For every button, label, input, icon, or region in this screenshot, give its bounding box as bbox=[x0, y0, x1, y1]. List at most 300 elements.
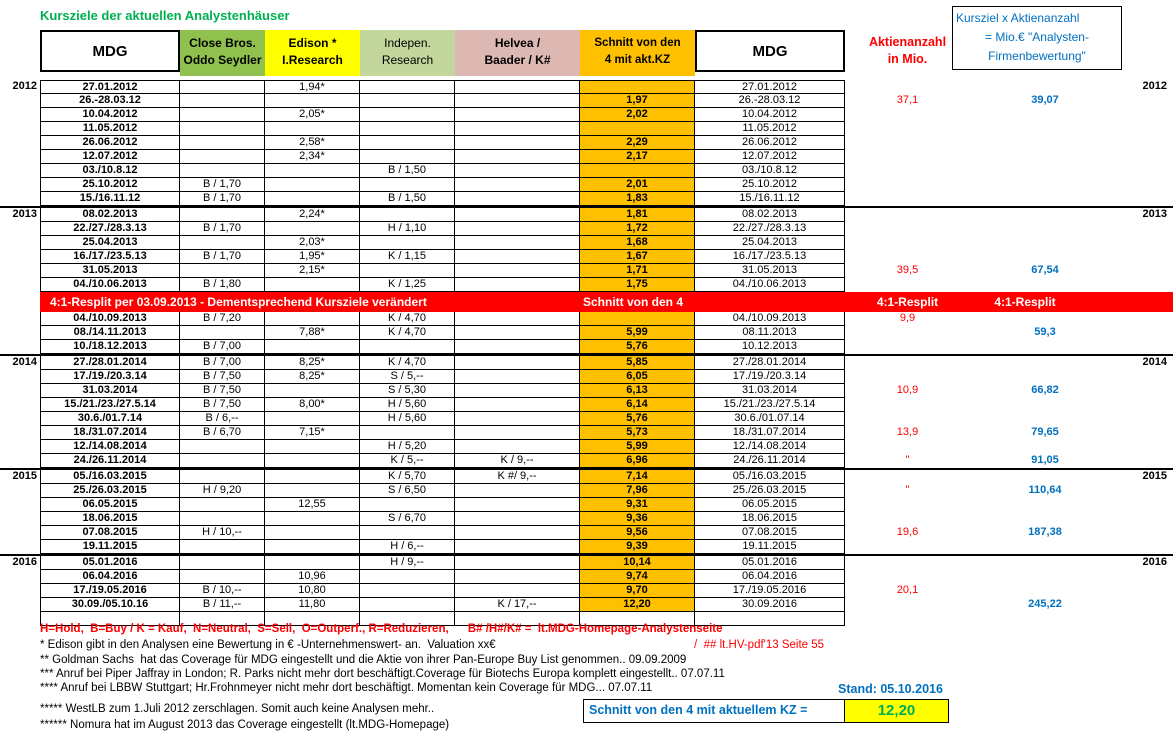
close-bros-cell[interactable]: B / 7,50 bbox=[180, 370, 265, 384]
edison-cell[interactable] bbox=[265, 94, 360, 108]
close-bros-cell[interactable] bbox=[180, 136, 265, 150]
aktienanzahl-cell[interactable] bbox=[845, 412, 970, 426]
date-right-cell[interactable]: 08.11.2013 bbox=[695, 326, 845, 340]
indepen-cell[interactable]: S / 5,-- bbox=[360, 370, 455, 384]
close-bros-cell[interactable] bbox=[180, 498, 265, 512]
edison-cell[interactable] bbox=[265, 526, 360, 540]
schnitt-cell[interactable] bbox=[580, 312, 695, 326]
indepen-cell[interactable] bbox=[360, 598, 455, 612]
helvea-cell[interactable] bbox=[455, 526, 580, 540]
date-cell[interactable]: 06.05.2015 bbox=[40, 498, 180, 512]
indepen-cell[interactable]: K / 1,15 bbox=[360, 250, 455, 264]
close-bros-cell[interactable] bbox=[180, 454, 265, 468]
date-cell[interactable]: 03./10.8.12 bbox=[40, 164, 180, 178]
edison-cell[interactable] bbox=[265, 192, 360, 206]
helvea-cell[interactable] bbox=[455, 208, 580, 222]
bewertung-cell[interactable]: 67,54 bbox=[1031, 264, 1059, 276]
bewertung-cell[interactable] bbox=[970, 540, 1120, 554]
bewertung-cell[interactable] bbox=[970, 556, 1120, 570]
date-right-cell[interactable]: 24./26.11.2014 bbox=[695, 454, 845, 468]
aktienanzahl-cell[interactable] bbox=[845, 340, 970, 354]
edison-cell[interactable]: 10,80 bbox=[265, 584, 360, 598]
indepen-cell[interactable]: S / 6,50 bbox=[360, 484, 455, 498]
close-bros-cell[interactable]: B / 7,20 bbox=[180, 312, 265, 326]
close-bros-cell[interactable] bbox=[180, 236, 265, 250]
schnitt-cell[interactable]: 1,72 bbox=[580, 222, 695, 236]
close-bros-cell[interactable] bbox=[180, 108, 265, 122]
date-cell[interactable]: 17./19.05.2016 bbox=[40, 584, 180, 598]
date-cell[interactable]: 27.01.2012 bbox=[40, 80, 180, 94]
date-cell[interactable]: 30.09./05.10.16 bbox=[40, 598, 180, 612]
aktienanzahl-cell[interactable] bbox=[845, 192, 970, 206]
date-right-cell[interactable]: 30.6./01.07.14 bbox=[695, 412, 845, 426]
aktienanzahl-cell[interactable]: 10,9 bbox=[896, 384, 919, 396]
schnitt-cell[interactable]: 9,74 bbox=[580, 570, 695, 584]
date-cell[interactable]: 16./17./23.5.13 bbox=[40, 250, 180, 264]
date-right-cell[interactable]: 03./10.8.12 bbox=[695, 164, 845, 178]
indepen-cell[interactable] bbox=[360, 526, 455, 540]
bewertung-cell[interactable] bbox=[970, 178, 1120, 192]
close-bros-cell[interactable] bbox=[180, 208, 265, 222]
indepen-cell[interactable] bbox=[360, 208, 455, 222]
aktienanzahl-cell[interactable]: " bbox=[905, 484, 910, 496]
aktienanzahl-cell[interactable] bbox=[845, 80, 970, 94]
date-cell[interactable]: 22./27./28.3.13 bbox=[40, 222, 180, 236]
date-cell[interactable]: 17./19./20.3.14 bbox=[40, 370, 180, 384]
date-right-cell[interactable]: 19.11.2015 bbox=[695, 540, 845, 554]
date-right-cell[interactable]: 26.06.2012 bbox=[695, 136, 845, 150]
bewertung-cell[interactable] bbox=[970, 470, 1120, 484]
bewertung-cell[interactable] bbox=[970, 222, 1120, 236]
close-bros-cell[interactable] bbox=[180, 540, 265, 554]
aktienanzahl-cell[interactable] bbox=[845, 598, 970, 612]
date-right-cell[interactable]: 22./27./28.3.13 bbox=[695, 222, 845, 236]
schnitt-cell[interactable]: 2,29 bbox=[580, 136, 695, 150]
bewertung-cell[interactable] bbox=[970, 164, 1120, 178]
indepen-cell[interactable] bbox=[360, 94, 455, 108]
close-bros-cell[interactable]: B / 7,50 bbox=[180, 398, 265, 412]
date-right-cell[interactable]: 18.06.2015 bbox=[695, 512, 845, 526]
indepen-cell[interactable]: K / 4,70 bbox=[360, 356, 455, 370]
bewertung-cell[interactable]: 245,22 bbox=[1028, 598, 1062, 610]
date-cell[interactable]: 04./10.06.2013 bbox=[40, 278, 180, 292]
bewertung-cell[interactable] bbox=[970, 236, 1120, 250]
schnitt-cell[interactable]: 6,96 bbox=[580, 454, 695, 468]
aktienanzahl-cell[interactable] bbox=[845, 250, 970, 264]
date-right-cell[interactable]: 31.05.2013 bbox=[695, 264, 845, 278]
header-close-bros[interactable] bbox=[180, 30, 265, 76]
close-bros-cell[interactable] bbox=[180, 440, 265, 454]
date-cell[interactable]: 15./21./23./27.5.14 bbox=[40, 398, 180, 412]
helvea-cell[interactable] bbox=[455, 556, 580, 570]
helvea-cell[interactable] bbox=[455, 80, 580, 94]
date-cell[interactable]: 25.10.2012 bbox=[40, 178, 180, 192]
helvea-cell[interactable] bbox=[455, 250, 580, 264]
indepen-cell[interactable]: K / 5,-- bbox=[360, 454, 455, 468]
date-cell[interactable]: 31.05.2013 bbox=[40, 264, 180, 278]
helvea-cell[interactable] bbox=[455, 570, 580, 584]
close-bros-cell[interactable] bbox=[180, 326, 265, 340]
date-cell[interactable]: 25.04.2013 bbox=[40, 236, 180, 250]
schnitt-cell[interactable]: 1,71 bbox=[580, 264, 695, 278]
date-cell[interactable]: 24./26.11.2014 bbox=[40, 454, 180, 468]
bewertung-cell[interactable]: 39,07 bbox=[1031, 94, 1059, 106]
bewertung-cell[interactable] bbox=[970, 150, 1120, 164]
edison-cell[interactable]: 2,05* bbox=[265, 108, 360, 122]
aktienanzahl-cell[interactable] bbox=[845, 440, 970, 454]
indepen-cell[interactable] bbox=[360, 236, 455, 250]
close-bros-cell[interactable] bbox=[180, 150, 265, 164]
close-bros-cell[interactable] bbox=[180, 164, 265, 178]
indepen-cell[interactable] bbox=[360, 498, 455, 512]
date-cell[interactable]: 30.6./01.7.14 bbox=[40, 412, 180, 426]
bewertung-cell[interactable] bbox=[970, 278, 1120, 292]
indepen-cell[interactable] bbox=[360, 80, 455, 94]
helvea-cell[interactable] bbox=[455, 412, 580, 426]
edison-cell[interactable]: 1,94* bbox=[265, 80, 360, 94]
header-schnitt[interactable] bbox=[580, 30, 695, 76]
schnitt-cell[interactable]: 5,99 bbox=[580, 326, 695, 340]
header-helvea[interactable] bbox=[455, 30, 580, 76]
aktienanzahl-cell[interactable] bbox=[845, 122, 970, 136]
close-bros-cell[interactable]: B / 1,70 bbox=[180, 222, 265, 236]
close-bros-cell[interactable]: H / 9,20 bbox=[180, 484, 265, 498]
helvea-cell[interactable]: K #/ 9,-- bbox=[455, 470, 580, 484]
edison-cell[interactable] bbox=[265, 178, 360, 192]
schnitt-cell[interactable]: 9,31 bbox=[580, 498, 695, 512]
helvea-cell[interactable] bbox=[455, 178, 580, 192]
bewertung-cell[interactable] bbox=[970, 570, 1120, 584]
date-right-cell[interactable]: 08.02.2013 bbox=[695, 208, 845, 222]
indepen-cell[interactable]: H / 5,60 bbox=[360, 412, 455, 426]
edison-cell[interactable] bbox=[265, 540, 360, 554]
indepen-cell[interactable]: S / 6,70 bbox=[360, 512, 455, 526]
date-cell[interactable]: 26.-28.03.12 bbox=[40, 94, 180, 108]
close-bros-cell[interactable]: B / 7,00 bbox=[180, 356, 265, 370]
bewertung-cell[interactable] bbox=[970, 312, 1120, 326]
schnitt-cell[interactable]: 6,05 bbox=[580, 370, 695, 384]
date-cell[interactable]: 18./31.07.2014 bbox=[40, 426, 180, 440]
indepen-cell[interactable] bbox=[360, 122, 455, 136]
indepen-cell[interactable]: K / 5,70 bbox=[360, 470, 455, 484]
close-bros-cell[interactable] bbox=[180, 80, 265, 94]
date-cell[interactable]: 10.04.2012 bbox=[40, 108, 180, 122]
bewertung-cell[interactable] bbox=[970, 192, 1120, 206]
helvea-cell[interactable] bbox=[455, 108, 580, 122]
helvea-cell[interactable] bbox=[455, 150, 580, 164]
helvea-cell[interactable] bbox=[455, 398, 580, 412]
date-right-cell[interactable]: 10.12.2013 bbox=[695, 340, 845, 354]
date-cell[interactable]: 25./26.03.2015 bbox=[40, 484, 180, 498]
bewertung-cell[interactable]: 66,82 bbox=[1031, 384, 1059, 396]
schnitt-cell[interactable]: 9,70 bbox=[580, 584, 695, 598]
date-right-cell[interactable]: 30.09.2016 bbox=[695, 598, 845, 612]
date-cell[interactable]: 12.07.2012 bbox=[40, 150, 180, 164]
helvea-cell[interactable] bbox=[455, 312, 580, 326]
indepen-cell[interactable]: B / 1,50 bbox=[360, 164, 455, 178]
helvea-cell[interactable] bbox=[455, 236, 580, 250]
indepen-cell[interactable] bbox=[360, 136, 455, 150]
indepen-cell[interactable]: K / 4,70 bbox=[360, 312, 455, 326]
helvea-cell[interactable] bbox=[455, 356, 580, 370]
bewertung-cell[interactable]: 91,05 bbox=[1031, 454, 1059, 466]
bewertung-cell[interactable] bbox=[970, 122, 1120, 136]
date-cell[interactable]: 05.01.2016 bbox=[40, 556, 180, 570]
helvea-cell[interactable] bbox=[455, 122, 580, 136]
edison-cell[interactable] bbox=[265, 278, 360, 292]
header-indepen[interactable] bbox=[360, 30, 455, 76]
edison-cell[interactable] bbox=[265, 222, 360, 236]
bewertung-cell[interactable] bbox=[970, 412, 1120, 426]
edison-cell[interactable] bbox=[265, 122, 360, 136]
indepen-cell[interactable]: H / 6,-- bbox=[360, 540, 455, 554]
indepen-cell[interactable] bbox=[360, 426, 455, 440]
edison-cell[interactable] bbox=[265, 512, 360, 526]
helvea-cell[interactable] bbox=[455, 94, 580, 108]
bewertung-cell[interactable]: 59,3 bbox=[1034, 326, 1056, 338]
aktienanzahl-cell[interactable] bbox=[845, 178, 970, 192]
date-cell[interactable]: 10./18.12.2013 bbox=[40, 340, 180, 354]
bewertung-cell[interactable] bbox=[970, 108, 1120, 122]
date-cell[interactable]: 05./16.03.2015 bbox=[40, 470, 180, 484]
bewertung-cell[interactable] bbox=[970, 440, 1120, 454]
schnitt-cell[interactable]: 5,76 bbox=[580, 412, 695, 426]
indepen-cell[interactable]: H / 1,10 bbox=[360, 222, 455, 236]
edison-cell[interactable] bbox=[265, 384, 360, 398]
aktienanzahl-cell[interactable] bbox=[845, 556, 970, 570]
indepen-cell[interactable]: K / 4,70 bbox=[360, 326, 455, 340]
date-cell[interactable]: 15./16.11.12 bbox=[40, 192, 180, 206]
edison-cell[interactable] bbox=[265, 556, 360, 570]
aktienanzahl-cell[interactable] bbox=[845, 370, 970, 384]
close-bros-cell[interactable]: H / 10,-- bbox=[180, 526, 265, 540]
edison-cell[interactable] bbox=[265, 454, 360, 468]
helvea-cell[interactable] bbox=[455, 498, 580, 512]
bewertung-cell[interactable] bbox=[970, 136, 1120, 150]
helvea-cell[interactable] bbox=[455, 222, 580, 236]
date-cell[interactable]: 27./28.01.2014 bbox=[40, 356, 180, 370]
date-right-cell[interactable]: 17./19./20.3.14 bbox=[695, 370, 845, 384]
date-right-cell[interactable]: 11.05.2012 bbox=[695, 122, 845, 136]
close-bros-cell[interactable]: B / 1,70 bbox=[180, 178, 265, 192]
helvea-cell[interactable] bbox=[455, 370, 580, 384]
helvea-cell[interactable] bbox=[455, 264, 580, 278]
date-cell[interactable]: 08./14.11.2013 bbox=[40, 326, 180, 340]
edison-cell[interactable]: 2,24* bbox=[265, 208, 360, 222]
schnitt-cell[interactable]: 2,02 bbox=[580, 108, 695, 122]
edison-cell[interactable] bbox=[265, 440, 360, 454]
schnitt-cell[interactable]: 2,01 bbox=[580, 178, 695, 192]
bewertung-cell[interactable]: 79,65 bbox=[1031, 426, 1059, 438]
aktienanzahl-cell[interactable] bbox=[845, 512, 970, 526]
indepen-cell[interactable]: K / 1,25 bbox=[360, 278, 455, 292]
helvea-cell[interactable] bbox=[455, 278, 580, 292]
date-right-cell[interactable]: 12.07.2012 bbox=[695, 150, 845, 164]
date-cell[interactable]: 06.04.2016 bbox=[40, 570, 180, 584]
schnitt-cell[interactable]: 5,85 bbox=[580, 356, 695, 370]
date-right-cell[interactable]: 04./10.06.2013 bbox=[695, 278, 845, 292]
aktienanzahl-cell[interactable] bbox=[845, 222, 970, 236]
close-bros-cell[interactable] bbox=[180, 470, 265, 484]
date-cell[interactable]: 12./14.08.2014 bbox=[40, 440, 180, 454]
schnitt-cell[interactable] bbox=[580, 164, 695, 178]
date-right-cell[interactable]: 10.04.2012 bbox=[695, 108, 845, 122]
schnitt-cell[interactable]: 9,36 bbox=[580, 512, 695, 526]
aktienanzahl-cell[interactable] bbox=[845, 612, 970, 626]
date-cell[interactable]: 26.06.2012 bbox=[40, 136, 180, 150]
date-right-cell[interactable]: 06.05.2015 bbox=[695, 498, 845, 512]
edison-cell[interactable]: 2,03* bbox=[265, 236, 360, 250]
header-edison[interactable] bbox=[265, 30, 360, 76]
date-right-cell[interactable]: 26.-28.03.12 bbox=[695, 94, 845, 108]
schnitt-cell[interactable] bbox=[580, 80, 695, 94]
indepen-cell[interactable] bbox=[360, 584, 455, 598]
schnitt-cell[interactable]: 5,76 bbox=[580, 340, 695, 354]
date-cell[interactable]: 31.03.2014 bbox=[40, 384, 180, 398]
schnitt-cell[interactable]: 7,14 bbox=[580, 470, 695, 484]
aktienanzahl-cell[interactable] bbox=[845, 236, 970, 250]
indepen-cell[interactable] bbox=[360, 108, 455, 122]
bewertung-cell[interactable] bbox=[970, 498, 1120, 512]
schnitt-cell[interactable]: 10,14 bbox=[580, 556, 695, 570]
close-bros-cell[interactable]: B / 1,70 bbox=[180, 250, 265, 264]
indepen-cell[interactable] bbox=[360, 264, 455, 278]
aktienanzahl-cell[interactable]: 19,6 bbox=[896, 526, 919, 538]
bewertung-cell[interactable] bbox=[970, 250, 1120, 264]
edison-cell[interactable] bbox=[265, 484, 360, 498]
helvea-cell[interactable] bbox=[455, 340, 580, 354]
aktienanzahl-cell[interactable]: 20,1 bbox=[896, 584, 919, 596]
edison-cell[interactable]: 8,25* bbox=[265, 370, 360, 384]
bewertung-cell[interactable] bbox=[970, 398, 1120, 412]
helvea-cell[interactable] bbox=[455, 326, 580, 340]
aktienanzahl-cell[interactable]: 13,9 bbox=[896, 426, 919, 438]
aktienanzahl-cell[interactable] bbox=[845, 164, 970, 178]
schnitt-cell[interactable]: 1,81 bbox=[580, 208, 695, 222]
date-right-cell[interactable]: 27./28.01.2014 bbox=[695, 356, 845, 370]
edison-cell[interactable]: 2,34* bbox=[265, 150, 360, 164]
schnitt-cell[interactable]: 9,56 bbox=[580, 526, 695, 540]
header-mdg-right[interactable]: MDG bbox=[695, 30, 845, 72]
aktienanzahl-cell[interactable] bbox=[845, 398, 970, 412]
schnitt-cell[interactable] bbox=[580, 122, 695, 136]
date-right-cell[interactable]: 25.10.2012 bbox=[695, 178, 845, 192]
close-bros-cell[interactable]: B / 6,-- bbox=[180, 412, 265, 426]
date-cell[interactable]: 07.08.2015 bbox=[40, 526, 180, 540]
schnitt-cell[interactable]: 5,99 bbox=[580, 440, 695, 454]
schnitt-cell[interactable]: 12,20 bbox=[580, 598, 695, 612]
indepen-cell[interactable] bbox=[360, 340, 455, 354]
edison-cell[interactable]: 8,25* bbox=[265, 356, 360, 370]
date-right-cell[interactable]: 18./31.07.2014 bbox=[695, 426, 845, 440]
aktienanzahl-cell[interactable]: 39,5 bbox=[896, 264, 919, 276]
indepen-cell[interactable]: H / 9,-- bbox=[360, 556, 455, 570]
close-bros-cell[interactable]: B / 7,00 bbox=[180, 340, 265, 354]
date-cell[interactable]: 18.06.2015 bbox=[40, 512, 180, 526]
date-right-cell[interactable]: 07.08.2015 bbox=[695, 526, 845, 540]
aktienanzahl-cell[interactable] bbox=[845, 278, 970, 292]
edison-cell[interactable]: 10,96 bbox=[265, 570, 360, 584]
schnitt-cell[interactable]: 1,83 bbox=[580, 192, 695, 206]
edison-cell[interactable] bbox=[265, 412, 360, 426]
bewertung-cell[interactable] bbox=[970, 584, 1120, 598]
helvea-cell[interactable]: K / 17,-- bbox=[455, 598, 580, 612]
edison-cell[interactable] bbox=[265, 470, 360, 484]
schnitt-cell[interactable]: 1,75 bbox=[580, 278, 695, 292]
indepen-cell[interactable] bbox=[360, 570, 455, 584]
aktienanzahl-cell[interactable] bbox=[845, 136, 970, 150]
schnitt-cell[interactable]: 1,67 bbox=[580, 250, 695, 264]
bewertung-cell[interactable] bbox=[970, 512, 1120, 526]
date-right-cell[interactable]: 27.01.2012 bbox=[695, 80, 845, 94]
aktienanzahl-cell[interactable] bbox=[845, 470, 970, 484]
close-bros-cell[interactable] bbox=[180, 264, 265, 278]
close-bros-cell[interactable]: B / 10,-- bbox=[180, 584, 265, 598]
date-right-cell[interactable]: 17./19.05.2016 bbox=[695, 584, 845, 598]
date-right-cell[interactable]: 16./17./23.5.13 bbox=[695, 250, 845, 264]
close-bros-cell[interactable]: B / 11,-- bbox=[180, 598, 265, 612]
date-right-cell[interactable]: 25.04.2013 bbox=[695, 236, 845, 250]
helvea-cell[interactable] bbox=[455, 192, 580, 206]
bewertung-cell[interactable] bbox=[970, 340, 1120, 354]
aktienanzahl-cell[interactable] bbox=[845, 540, 970, 554]
indepen-cell[interactable]: H / 5,20 bbox=[360, 440, 455, 454]
aktienanzahl-cell[interactable] bbox=[845, 150, 970, 164]
edison-cell[interactable]: 7,15* bbox=[265, 426, 360, 440]
date-right-cell[interactable]: 05./16.03.2015 bbox=[695, 470, 845, 484]
bewertung-cell[interactable] bbox=[970, 356, 1120, 370]
schnitt-cell[interactable]: 5,73 bbox=[580, 426, 695, 440]
aktienanzahl-cell[interactable]: 9,9 bbox=[899, 312, 916, 324]
aktienanzahl-cell[interactable] bbox=[845, 498, 970, 512]
aktienanzahl-cell[interactable] bbox=[845, 208, 970, 222]
schnitt-cell[interactable]: 1,97 bbox=[580, 94, 695, 108]
close-bros-cell[interactable]: B / 1,80 bbox=[180, 278, 265, 292]
edison-cell[interactable]: 7,88* bbox=[265, 326, 360, 340]
aktienanzahl-cell[interactable] bbox=[845, 356, 970, 370]
bewertung-cell[interactable] bbox=[970, 208, 1120, 222]
close-bros-cell[interactable] bbox=[180, 512, 265, 526]
date-right-cell[interactable]: 04./10.09.2013 bbox=[695, 312, 845, 326]
indepen-cell[interactable]: B / 1,50 bbox=[360, 192, 455, 206]
aktienanzahl-cell[interactable] bbox=[845, 570, 970, 584]
edison-cell[interactable]: 11,80 bbox=[265, 598, 360, 612]
helvea-cell[interactable] bbox=[455, 440, 580, 454]
edison-cell[interactable] bbox=[265, 164, 360, 178]
close-bros-cell[interactable]: B / 1,70 bbox=[180, 192, 265, 206]
aktienanzahl-cell[interactable] bbox=[845, 326, 970, 340]
helvea-cell[interactable] bbox=[455, 512, 580, 526]
helvea-cell[interactable] bbox=[455, 136, 580, 150]
aktienanzahl-cell[interactable]: " bbox=[905, 454, 910, 466]
date-cell[interactable]: 04./10.09.2013 bbox=[40, 312, 180, 326]
indepen-cell[interactable]: H / 5,60 bbox=[360, 398, 455, 412]
close-bros-cell[interactable]: B / 7,50 bbox=[180, 384, 265, 398]
edison-cell[interactable]: 12,55 bbox=[265, 498, 360, 512]
date-right-cell[interactable]: 15./21./23./27.5.14 bbox=[695, 398, 845, 412]
bewertung-cell[interactable]: 187,38 bbox=[1028, 526, 1062, 538]
helvea-cell[interactable] bbox=[455, 584, 580, 598]
close-bros-cell[interactable]: B / 6,70 bbox=[180, 426, 265, 440]
aktienanzahl-cell[interactable] bbox=[845, 108, 970, 122]
helvea-cell[interactable]: K / 9,-- bbox=[455, 454, 580, 468]
edison-cell[interactable] bbox=[265, 312, 360, 326]
indepen-cell[interactable] bbox=[360, 178, 455, 192]
schnitt-cell[interactable]: 1,68 bbox=[580, 236, 695, 250]
edison-cell[interactable] bbox=[265, 340, 360, 354]
date-cell[interactable]: 19.11.2015 bbox=[40, 540, 180, 554]
date-right-cell[interactable]: 05.01.2016 bbox=[695, 556, 845, 570]
